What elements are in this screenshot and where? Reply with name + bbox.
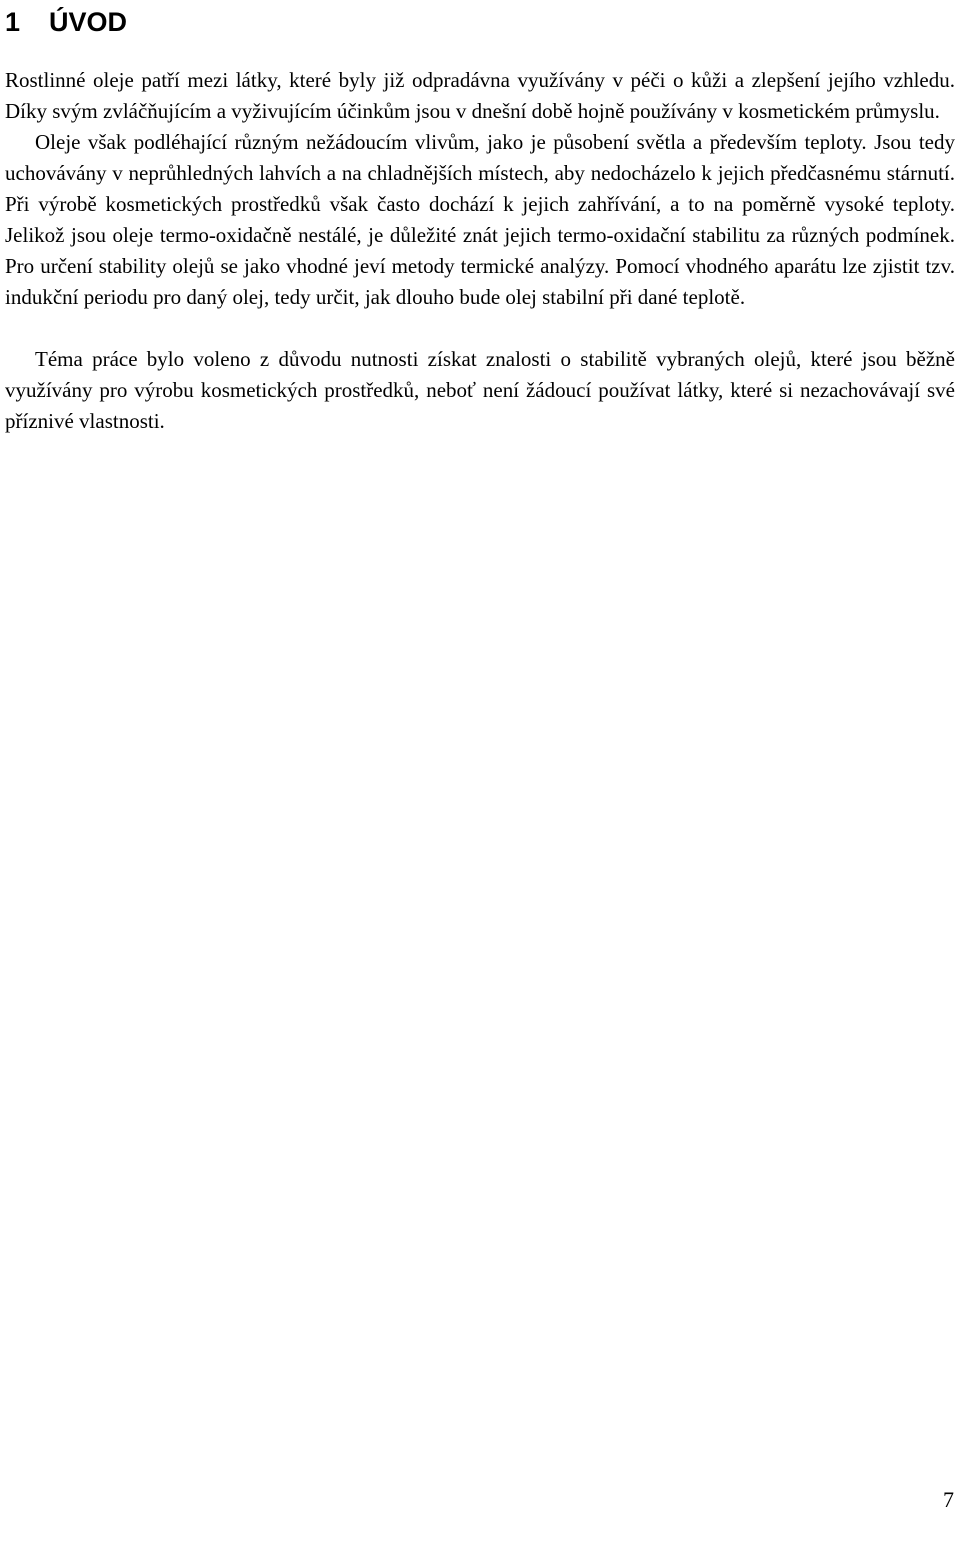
chapter-title: ÚVOD	[49, 7, 128, 37]
page-number: 7	[943, 1487, 954, 1512]
document-page	[5, 0, 955, 437]
chapter-number: 1	[5, 7, 21, 37]
paragraph-topic	[5, 344, 955, 437]
paragraph-1-sentence-2: Oleje však podléhající různým nežádoucím vlivům, jako je působení světla a především teploty. Jsou tedy uchovávány v neprůhledných lahvích a na chladnějších místech, aby nedocházelo k jejich předčasnému stárnutí. Při výrobě kosmetických prostředků však často dochází k jejich zahřívání, a to na poměrně vysoké teploty. Jelikož jsou oleje termo-oxidačně nestálé, je důležité znát jejich termo-oxidační stabilitu za různých podmínek. Pro určení stability olejů se jako vhodné jeví metody termické analýzy. Pomocí vhodného aparátu lze zjistit tzv. indukční periodu pro daný olej, tedy určit, jak dlouho bude olej stabilní při dané teplotě.	[5, 130, 955, 309]
paragraph-2-text: Téma práce bylo voleno z důvodu nutnosti získat znalosti o stabilitě vybraných olejů, které jsou běžně využívány pro výrobu kosmetických prostředků, neboť není žádoucí používat látky, které si nezachovávají své příznivé vlastnosti.	[5, 347, 955, 433]
chapter-heading	[5, 0, 955, 40]
paragraph-introduction	[5, 65, 955, 313]
paragraph-1-sentence-1: Rostlinné oleje patří mezi látky, které byly již odpradávna využívány v péči o kůži a zlepšení jejího vzhledu. Díky svým zvláčňujícím a vyživujícím účinkům jsou v dnešní době hojně používány v kosmetickém průmyslu.	[5, 68, 955, 123]
